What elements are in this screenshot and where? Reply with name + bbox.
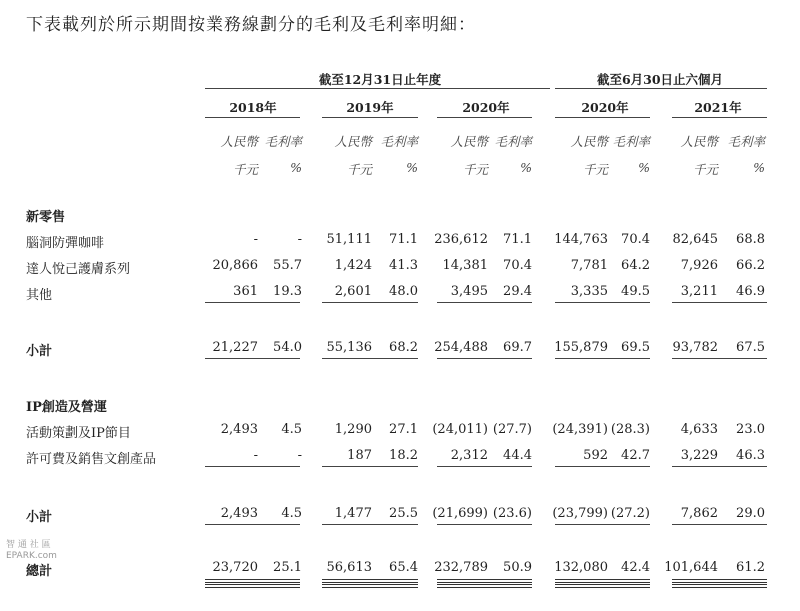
- year-rule: [205, 117, 300, 118]
- row-value: 7,781: [570, 258, 608, 273]
- unit-thousand: 千元: [582, 162, 608, 177]
- watermark: [6, 540, 57, 562]
- header-year: 2020年: [581, 100, 629, 115]
- subtotal-rule: [437, 466, 532, 467]
- row-value: 44.4: [503, 448, 532, 463]
- unit-thousand: 千元: [346, 162, 372, 177]
- total-double-rule: [322, 579, 418, 583]
- row-value: 46.9: [736, 284, 765, 299]
- subtotal-value: 69.5: [621, 340, 650, 355]
- row-value: 41.3: [389, 258, 418, 273]
- row-value: 42.7: [621, 448, 650, 463]
- row-value: 49.5: [621, 284, 650, 299]
- subtotal-rule: [555, 302, 650, 303]
- subtotal-rule: [555, 466, 650, 467]
- subtotal-rule: [322, 466, 418, 467]
- total-label: 總計: [26, 564, 53, 579]
- subtotal-rule: [437, 358, 532, 359]
- row-value: 29.4: [503, 284, 532, 299]
- year-rule: [437, 117, 532, 118]
- unit-rmb: 人民幣: [220, 134, 258, 149]
- subtotal-value: 25.5: [389, 506, 418, 521]
- row-value: -: [297, 448, 302, 463]
- row-value: (27.7): [492, 422, 532, 437]
- row-value: (28.3): [610, 422, 650, 437]
- total-value: 56,613: [326, 560, 372, 575]
- total-double-rule: [205, 579, 300, 583]
- row-label: 腦洞防彈咖啡: [26, 236, 105, 251]
- unit-percent: %: [520, 160, 532, 175]
- unit-rmb: 人民幣: [334, 134, 372, 149]
- row-value: 1,424: [334, 258, 372, 273]
- subtotal-value: 93,782: [672, 340, 718, 355]
- row-value: 82,645: [672, 232, 718, 247]
- subtotal-rule: [322, 358, 418, 359]
- unit-margin: 毛利率: [727, 134, 765, 149]
- subtotal-value: 69.7: [503, 340, 532, 355]
- subtotal-value: 54.0: [273, 340, 302, 355]
- section-title: IP創造及營運: [26, 400, 107, 415]
- row-value: 4.5: [281, 422, 302, 437]
- row-value: 64.2: [621, 258, 650, 273]
- header-year: 2021年: [694, 100, 742, 115]
- row-value: 361: [233, 284, 258, 299]
- unit-rmb: 人民幣: [680, 134, 718, 149]
- subtotal-rule: [437, 524, 532, 525]
- total-double-rule: [555, 579, 650, 583]
- row-value: 187: [347, 448, 372, 463]
- subtotal-label: 小計: [26, 344, 53, 359]
- total-double-rule: [322, 584, 418, 588]
- subtotal-rule: [672, 358, 767, 359]
- subtotal-value: (23,799): [552, 506, 608, 521]
- section-title: 新零售: [26, 210, 66, 225]
- unit-rmb: 人民幣: [450, 134, 488, 149]
- header-year: 2020年: [462, 100, 510, 115]
- row-value: 3,495: [450, 284, 488, 299]
- row-value: 70.4: [503, 258, 532, 273]
- subtotal-rule: [437, 302, 532, 303]
- subtotal-rule: [555, 524, 650, 525]
- subtotal-label: 小計: [26, 510, 53, 525]
- total-value: 65.4: [389, 560, 418, 575]
- subtotal-rule: [205, 358, 300, 359]
- row-value: -: [297, 232, 302, 247]
- header-group-years: 截至12月31日止年度: [318, 72, 442, 87]
- subtotal-value: 68.2: [389, 340, 418, 355]
- total-value: 61.2: [736, 560, 765, 575]
- subtotal-rule: [205, 524, 300, 525]
- subtotal-value: 7,862: [680, 506, 718, 521]
- row-value: 3,229: [680, 448, 718, 463]
- subtotal-rule: [322, 524, 418, 525]
- unit-percent: %: [406, 160, 418, 175]
- row-value: 66.2: [736, 258, 765, 273]
- year-rule: [672, 117, 767, 118]
- row-value: 70.4: [621, 232, 650, 247]
- row-value: 7,926: [680, 258, 718, 273]
- subtotal-rule: [205, 466, 300, 467]
- unit-thousand: 千元: [462, 162, 488, 177]
- row-value: 3,211: [680, 284, 718, 299]
- year-rule: [322, 117, 418, 118]
- subtotal-value: 1,477: [334, 506, 372, 521]
- row-value: 144,763: [554, 232, 608, 247]
- row-value: 68.8: [736, 232, 765, 247]
- unit-thousand: 千元: [232, 162, 258, 177]
- row-value: 4,633: [680, 422, 718, 437]
- total-double-rule: [437, 584, 532, 588]
- row-value: 18.2: [389, 448, 418, 463]
- subtotal-rule: [672, 302, 767, 303]
- subtotal-value: 67.5: [736, 340, 765, 355]
- total-double-rule: [555, 584, 650, 588]
- header-year: 2018年: [229, 100, 277, 115]
- subtotal-value: 254,488: [434, 340, 488, 355]
- row-label: 其他: [26, 288, 53, 303]
- subtotal-value: 4.5: [281, 506, 302, 521]
- total-double-rule: [672, 584, 767, 588]
- row-label: 達人悅己護膚系列: [26, 262, 131, 277]
- total-value: 132,080: [554, 560, 608, 575]
- row-value: 23.0: [736, 422, 765, 437]
- unit-margin: 毛利率: [264, 134, 302, 149]
- row-value: 51,111: [326, 232, 372, 247]
- unit-percent: %: [753, 160, 765, 175]
- subtotal-rule: [672, 466, 767, 467]
- subtotal-rule: [555, 358, 650, 359]
- total-double-rule: [205, 584, 300, 588]
- row-value: 592: [583, 448, 608, 463]
- row-label: 活動策劃及IP節目: [26, 426, 131, 441]
- row-value: 55.7: [273, 258, 302, 273]
- subtotal-rule: [672, 524, 767, 525]
- watermark-line: 智 通 社 區: [6, 540, 51, 550]
- total-double-rule: [672, 579, 767, 583]
- total-value: 42.4: [621, 560, 650, 575]
- subtotal-value: 155,879: [554, 340, 608, 355]
- subtotal-value: (27.2): [610, 506, 650, 521]
- row-value: -: [253, 448, 258, 463]
- unit-margin: 毛利率: [380, 134, 418, 149]
- row-value: (24,011): [432, 422, 488, 437]
- row-value: (24,391): [552, 422, 608, 437]
- unit-rmb: 人民幣: [570, 134, 608, 149]
- row-value: 71.1: [503, 232, 532, 247]
- row-value: 20,866: [212, 258, 258, 273]
- row-value: 3,335: [570, 284, 608, 299]
- header-rule: [205, 88, 550, 89]
- total-value: 23,720: [212, 560, 258, 575]
- row-label: 許可費及銷售文創產品: [26, 452, 157, 467]
- header-group-six-months: 截至6月30日止六個月: [596, 72, 724, 87]
- subtotal-value: 55,136: [326, 340, 372, 355]
- unit-margin: 毛利率: [494, 134, 532, 149]
- total-value: 25.1: [273, 560, 302, 575]
- year-rule: [555, 117, 650, 118]
- subtotal-value: (21,699): [432, 506, 488, 521]
- subtotal-rule: [205, 302, 300, 303]
- header-rule: [555, 88, 767, 89]
- intro-text: 下表載列於所示期間按業務線劃分的毛利及毛利率明細：: [26, 15, 476, 35]
- subtotal-rule: [322, 302, 418, 303]
- unit-margin: 毛利率: [612, 134, 650, 149]
- row-value: 19.3: [273, 284, 302, 299]
- subtotal-value: (23.6): [492, 506, 532, 521]
- row-value: 2,493: [220, 422, 258, 437]
- total-double-rule: [437, 579, 532, 583]
- row-value: 1,290: [334, 422, 372, 437]
- subtotal-value: 21,227: [212, 340, 258, 355]
- row-value: 236,612: [434, 232, 488, 247]
- row-value: 46.3: [736, 448, 765, 463]
- unit-percent: %: [638, 160, 650, 175]
- unit-percent: %: [290, 160, 302, 175]
- total-value: 232,789: [434, 560, 488, 575]
- row-value: 2,312: [450, 448, 488, 463]
- total-value: 50.9: [503, 560, 532, 575]
- unit-thousand: 千元: [692, 162, 718, 177]
- row-value: 27.1: [389, 422, 418, 437]
- row-value: 14,381: [442, 258, 488, 273]
- subtotal-value: 2,493: [220, 506, 258, 521]
- total-value: 101,644: [664, 560, 718, 575]
- row-value: 48.0: [389, 284, 418, 299]
- header-year: 2019年: [346, 100, 394, 115]
- subtotal-value: 29.0: [736, 506, 765, 521]
- watermark-line: EPARK.com: [6, 551, 57, 561]
- row-value: 2,601: [334, 284, 372, 299]
- row-value: -: [253, 232, 258, 247]
- row-value: 71.1: [389, 232, 418, 247]
